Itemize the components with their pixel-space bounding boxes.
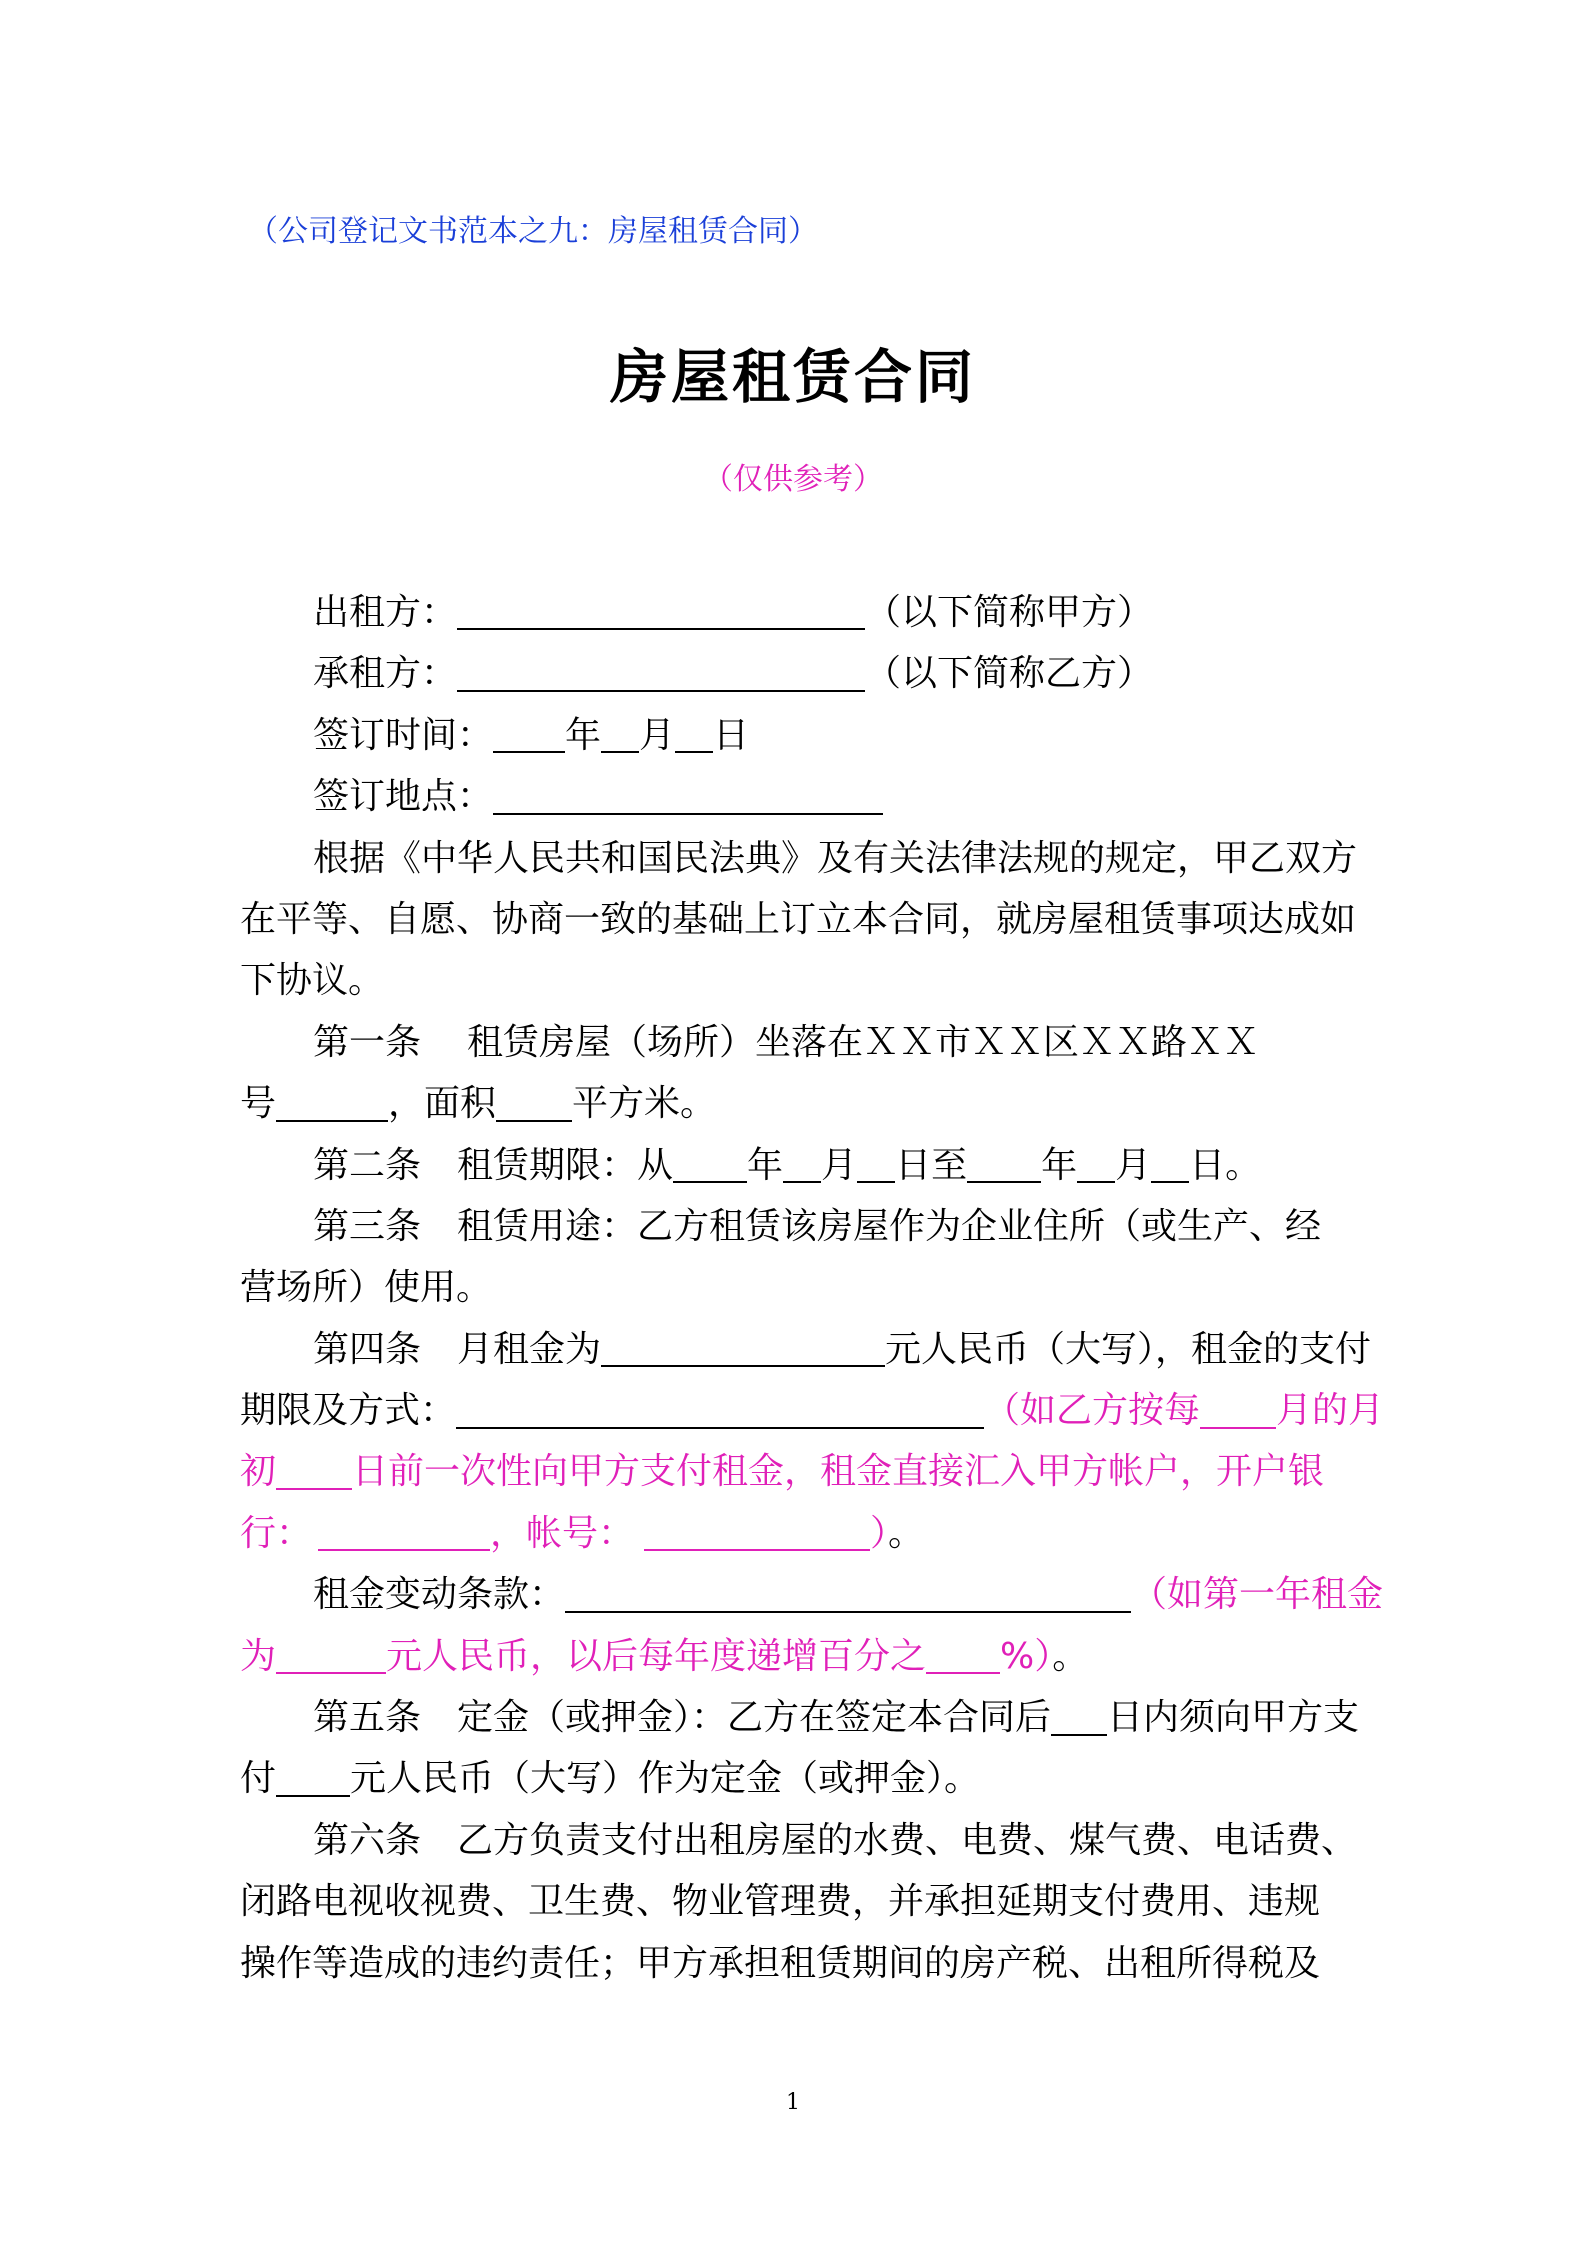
area-blank[interactable] [496, 1082, 572, 1122]
house-number-blank[interactable] [276, 1082, 388, 1122]
preamble-line: 根据《中华人民共和国民法典》及有关法律法规的规定，甲乙双方 [313, 837, 1358, 879]
lessor-line [240, 582, 1402, 643]
article-4-note: （如乙方按每 [984, 1390, 1201, 1432]
document-subtitle: （仅供参考） [703, 462, 883, 497]
article-2-text: 年 [1041, 1144, 1078, 1186]
rent-change-text: 。 [1052, 1635, 1089, 1677]
article-4-line [240, 1503, 1402, 1564]
article-1-line [240, 1073, 1402, 1134]
sign-day-label: 日 [713, 714, 750, 756]
contract-body [240, 582, 1402, 1994]
first-year-rent-blank[interactable] [276, 1634, 386, 1674]
end-month-blank[interactable] [1077, 1143, 1115, 1183]
lessee-note: （以下简称乙方） [865, 653, 1154, 695]
rent-change-note: 为 [240, 1635, 277, 1677]
sign-month-label: 月 [639, 714, 676, 756]
article-3-line [240, 1196, 1402, 1257]
rent-change-line [240, 1564, 1402, 1625]
sign-year-blank[interactable] [493, 713, 565, 753]
preamble-line: 在平等、自愿、协商一致的基础上订立本合同，就房屋租赁事项达成如 [240, 898, 1357, 940]
article-6-line: 闭路电视收视费、卫生费、物业管理费，并承担延期支付费用、违规 [240, 1881, 1321, 1923]
article-4-note: 日前一次性向甲方支付租金，租金直接汇入甲方帐户，开户银 [352, 1451, 1325, 1493]
article-2-text: 年 [747, 1144, 784, 1186]
end-year-blank[interactable] [967, 1143, 1041, 1183]
sign-year-label: 年 [565, 714, 602, 756]
deposit-amount-blank[interactable] [276, 1757, 350, 1797]
payment-month-blank[interactable] [1200, 1389, 1276, 1429]
article-2-heading: 第二条 [313, 1144, 422, 1186]
article-6-line: 操作等造成的违约责任；甲方承担租赁期间的房产税、出租所得税及 [240, 1942, 1321, 1984]
rent-change-note: （如第一年租金 [1131, 1574, 1384, 1616]
lessor-note: （以下简称甲方） [865, 592, 1154, 633]
sign-place-line [240, 766, 1402, 827]
article-3-line: 营场所）使用。 [240, 1267, 493, 1309]
preamble-line: 下协议。 [240, 960, 385, 1002]
article-1-line [240, 1012, 1402, 1073]
sign-place-label: 签订地点： [313, 776, 494, 818]
article-4-note: 初 [240, 1451, 277, 1493]
sign-day-blank[interactable] [675, 713, 713, 753]
article-6-heading: 第六条 [313, 1819, 422, 1861]
article-4-heading: 第四条 [313, 1328, 422, 1370]
lessee-line [240, 643, 1402, 704]
rent-change-note: %） [1000, 1635, 1053, 1677]
article-4-text: 。 [888, 1512, 925, 1554]
article-6-text: 乙方负责支付出租房屋的水费、电费、煤气费、电话费、 [457, 1819, 1358, 1861]
article-5-text: 日内须向甲方支 [1107, 1697, 1360, 1739]
article-2-text: 租赁期限：从 [457, 1144, 674, 1186]
payment-day-blank[interactable] [276, 1450, 352, 1490]
sign-month-blank[interactable] [601, 713, 639, 753]
article-5-text: 付 [240, 1758, 277, 1800]
article-2-text: 月 [1115, 1144, 1152, 1186]
payment-method-blank[interactable] [456, 1389, 984, 1429]
start-year-blank[interactable] [673, 1143, 747, 1183]
article-4-note: 月的月 [1276, 1390, 1385, 1432]
article-1-text: 平方米。 [572, 1083, 717, 1125]
document-caption: （公司登记文书范本之九：房屋租赁合同） [248, 214, 818, 249]
article-3-text: 租赁用途：乙方租赁该房屋作为企业住所（或生产、经 [457, 1205, 1322, 1247]
article-5-text: 元人民币（大写）作为定金（或押金）。 [350, 1758, 981, 1800]
increase-percent-blank[interactable] [926, 1634, 1000, 1674]
monthly-rent-blank[interactable] [601, 1327, 885, 1367]
end-day-blank[interactable] [1151, 1143, 1189, 1183]
article-6-line [240, 1810, 1402, 1871]
document-title: 房屋租赁合同 [609, 343, 976, 411]
article-5-text: 定金（或押金）：乙方在签定本合同后 [457, 1697, 1052, 1739]
deposit-days-blank[interactable] [1051, 1696, 1107, 1736]
page-number: 1 [786, 2090, 800, 2115]
article-2-text: 日至 [895, 1144, 968, 1186]
rent-change-line [240, 1626, 1402, 1687]
sign-place-blank[interactable] [493, 775, 883, 815]
article-4-text: 元人民币（大写），租金的支付 [885, 1328, 1372, 1370]
rent-change-blank[interactable] [565, 1573, 1131, 1613]
article-4-text: 期限及方式： [240, 1390, 457, 1432]
article-5-line [240, 1687, 1402, 1748]
article-3-heading: 第三条 [313, 1205, 422, 1247]
article-5-line [240, 1748, 1402, 1809]
article-4-note: ，帐号： [490, 1512, 635, 1554]
article-1-text: 租赁房屋（场所）坐落在ＸＸ市ＸＸ区ＸＸ路ＸＸ [467, 1021, 1260, 1063]
article-2-text: 月 [821, 1144, 858, 1186]
article-4-text: 月租金为 [457, 1328, 602, 1370]
lessee-blank[interactable] [457, 652, 865, 692]
article-1-text: 号 [240, 1083, 277, 1125]
article-4-note: ） [870, 1512, 889, 1554]
article-5-heading: 第五条 [313, 1697, 422, 1739]
bank-blank[interactable] [318, 1512, 490, 1552]
sign-time-label: 签订时间： [313, 714, 494, 756]
rent-change-label: 租金变动条款： [313, 1574, 566, 1616]
lessor-label: 出租方： [313, 592, 458, 633]
article-4-line [240, 1380, 1402, 1441]
lessor-blank[interactable] [457, 591, 865, 631]
article-4-note: 行： [240, 1512, 313, 1554]
start-month-blank[interactable] [783, 1143, 821, 1183]
account-blank[interactable] [644, 1512, 870, 1552]
article-1-text: ，面积 [388, 1083, 497, 1125]
article-4-line [240, 1441, 1402, 1502]
start-day-blank[interactable] [857, 1143, 895, 1183]
article-1-heading: 第一条 [313, 1021, 422, 1063]
article-2-line [240, 1135, 1402, 1196]
article-4-line [240, 1319, 1402, 1380]
rent-change-note: 元人民币，以后每年度递增百分之 [386, 1635, 927, 1677]
sign-time-line [240, 705, 1402, 766]
lessee-label: 承租方： [313, 653, 458, 695]
article-2-text: 日。 [1189, 1144, 1262, 1186]
